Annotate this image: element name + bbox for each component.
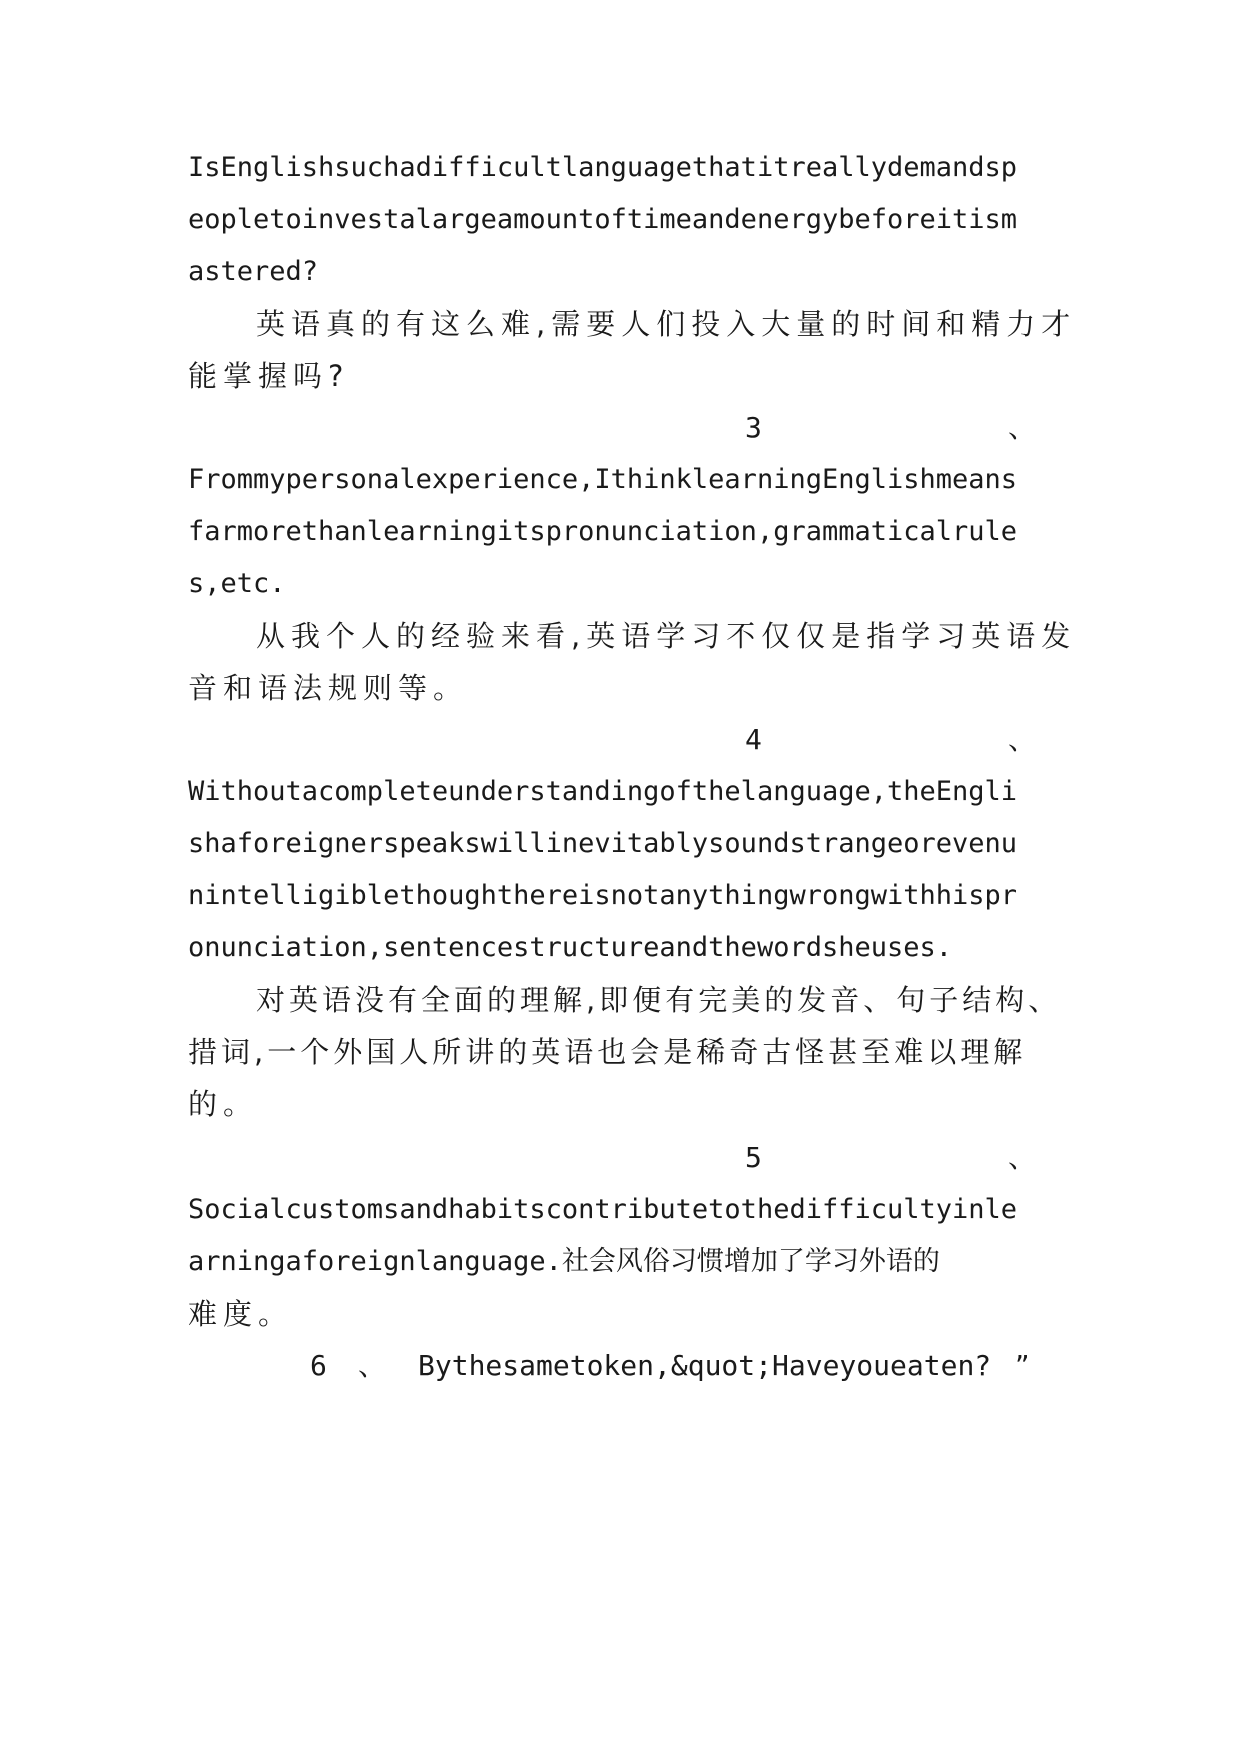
paragraph-line: arningaforeignlanguage.社会风俗习惯增加了学习外语的: [188, 1246, 940, 1277]
closing-quote: ”: [1015, 1349, 1030, 1382]
paragraph-line: IsEnglishsuchadifficultlanguagethatitreallydemandsp: [188, 152, 1018, 183]
paragraph-line: Bythesametoken,&quot;Haveyoueaten?: [418, 1349, 992, 1382]
paragraph-line: 对英语没有全面的理解,即便有完美的发音、句子结构、: [256, 983, 1062, 1017]
item-number: 6: [310, 1349, 327, 1382]
paragraph-line: 能掌握吗?: [188, 359, 350, 393]
paragraph-line: 音和语法规则等。: [188, 671, 469, 705]
paragraph-line: 难度。: [188, 1297, 294, 1331]
paragraph-line: s,etc.: [188, 568, 286, 599]
item-number: 5: [745, 1141, 762, 1174]
item-number: 4: [745, 723, 762, 756]
item-separator: 、: [1008, 723, 1037, 756]
paragraph-line: 的。: [188, 1087, 259, 1121]
paragraph-line: nintelligiblethoughthereisnotanythingwrongwithhispr: [188, 880, 1018, 911]
item-separator: 、: [358, 1349, 387, 1382]
paragraph-line: Frommypersonalexperience,IthinklearningEnglishmeans: [188, 464, 1018, 495]
paragraph-line: 从我个人的经验来看,英语学习不仅仅是指学习英语发: [256, 619, 1077, 653]
paragraph-line: astered?: [188, 256, 319, 287]
paragraph-line: onunciation,sentencestructureandthewordsheuses.: [188, 932, 953, 963]
item-number: 3: [745, 411, 762, 444]
paragraph-line: Socialcustomsandhabitscontributetothedifficultyinle: [188, 1194, 1018, 1225]
paragraph-line: 英语真的有这么难,需要人们投入大量的时间和精力才: [256, 307, 1077, 341]
paragraph-line: shaforeignerspeakswillinevitablysoundstrangeorevenu: [188, 828, 1018, 859]
item-separator: 、: [1008, 411, 1037, 444]
paragraph-line: Withoutacompleteunderstandingofthelanguage,theEngli: [188, 776, 1018, 807]
paragraph-line: farmorethanlearningitspronunciation,grammaticalrule: [188, 516, 1018, 547]
item-separator: 、: [1008, 1141, 1037, 1174]
paragraph-line: eopletoinvestalargeamountoftimeandenergybeforeitism: [188, 204, 1018, 235]
paragraph-line: 措词,一个外国人所讲的英语也会是稀奇古怪甚至难以理解: [188, 1035, 1027, 1069]
